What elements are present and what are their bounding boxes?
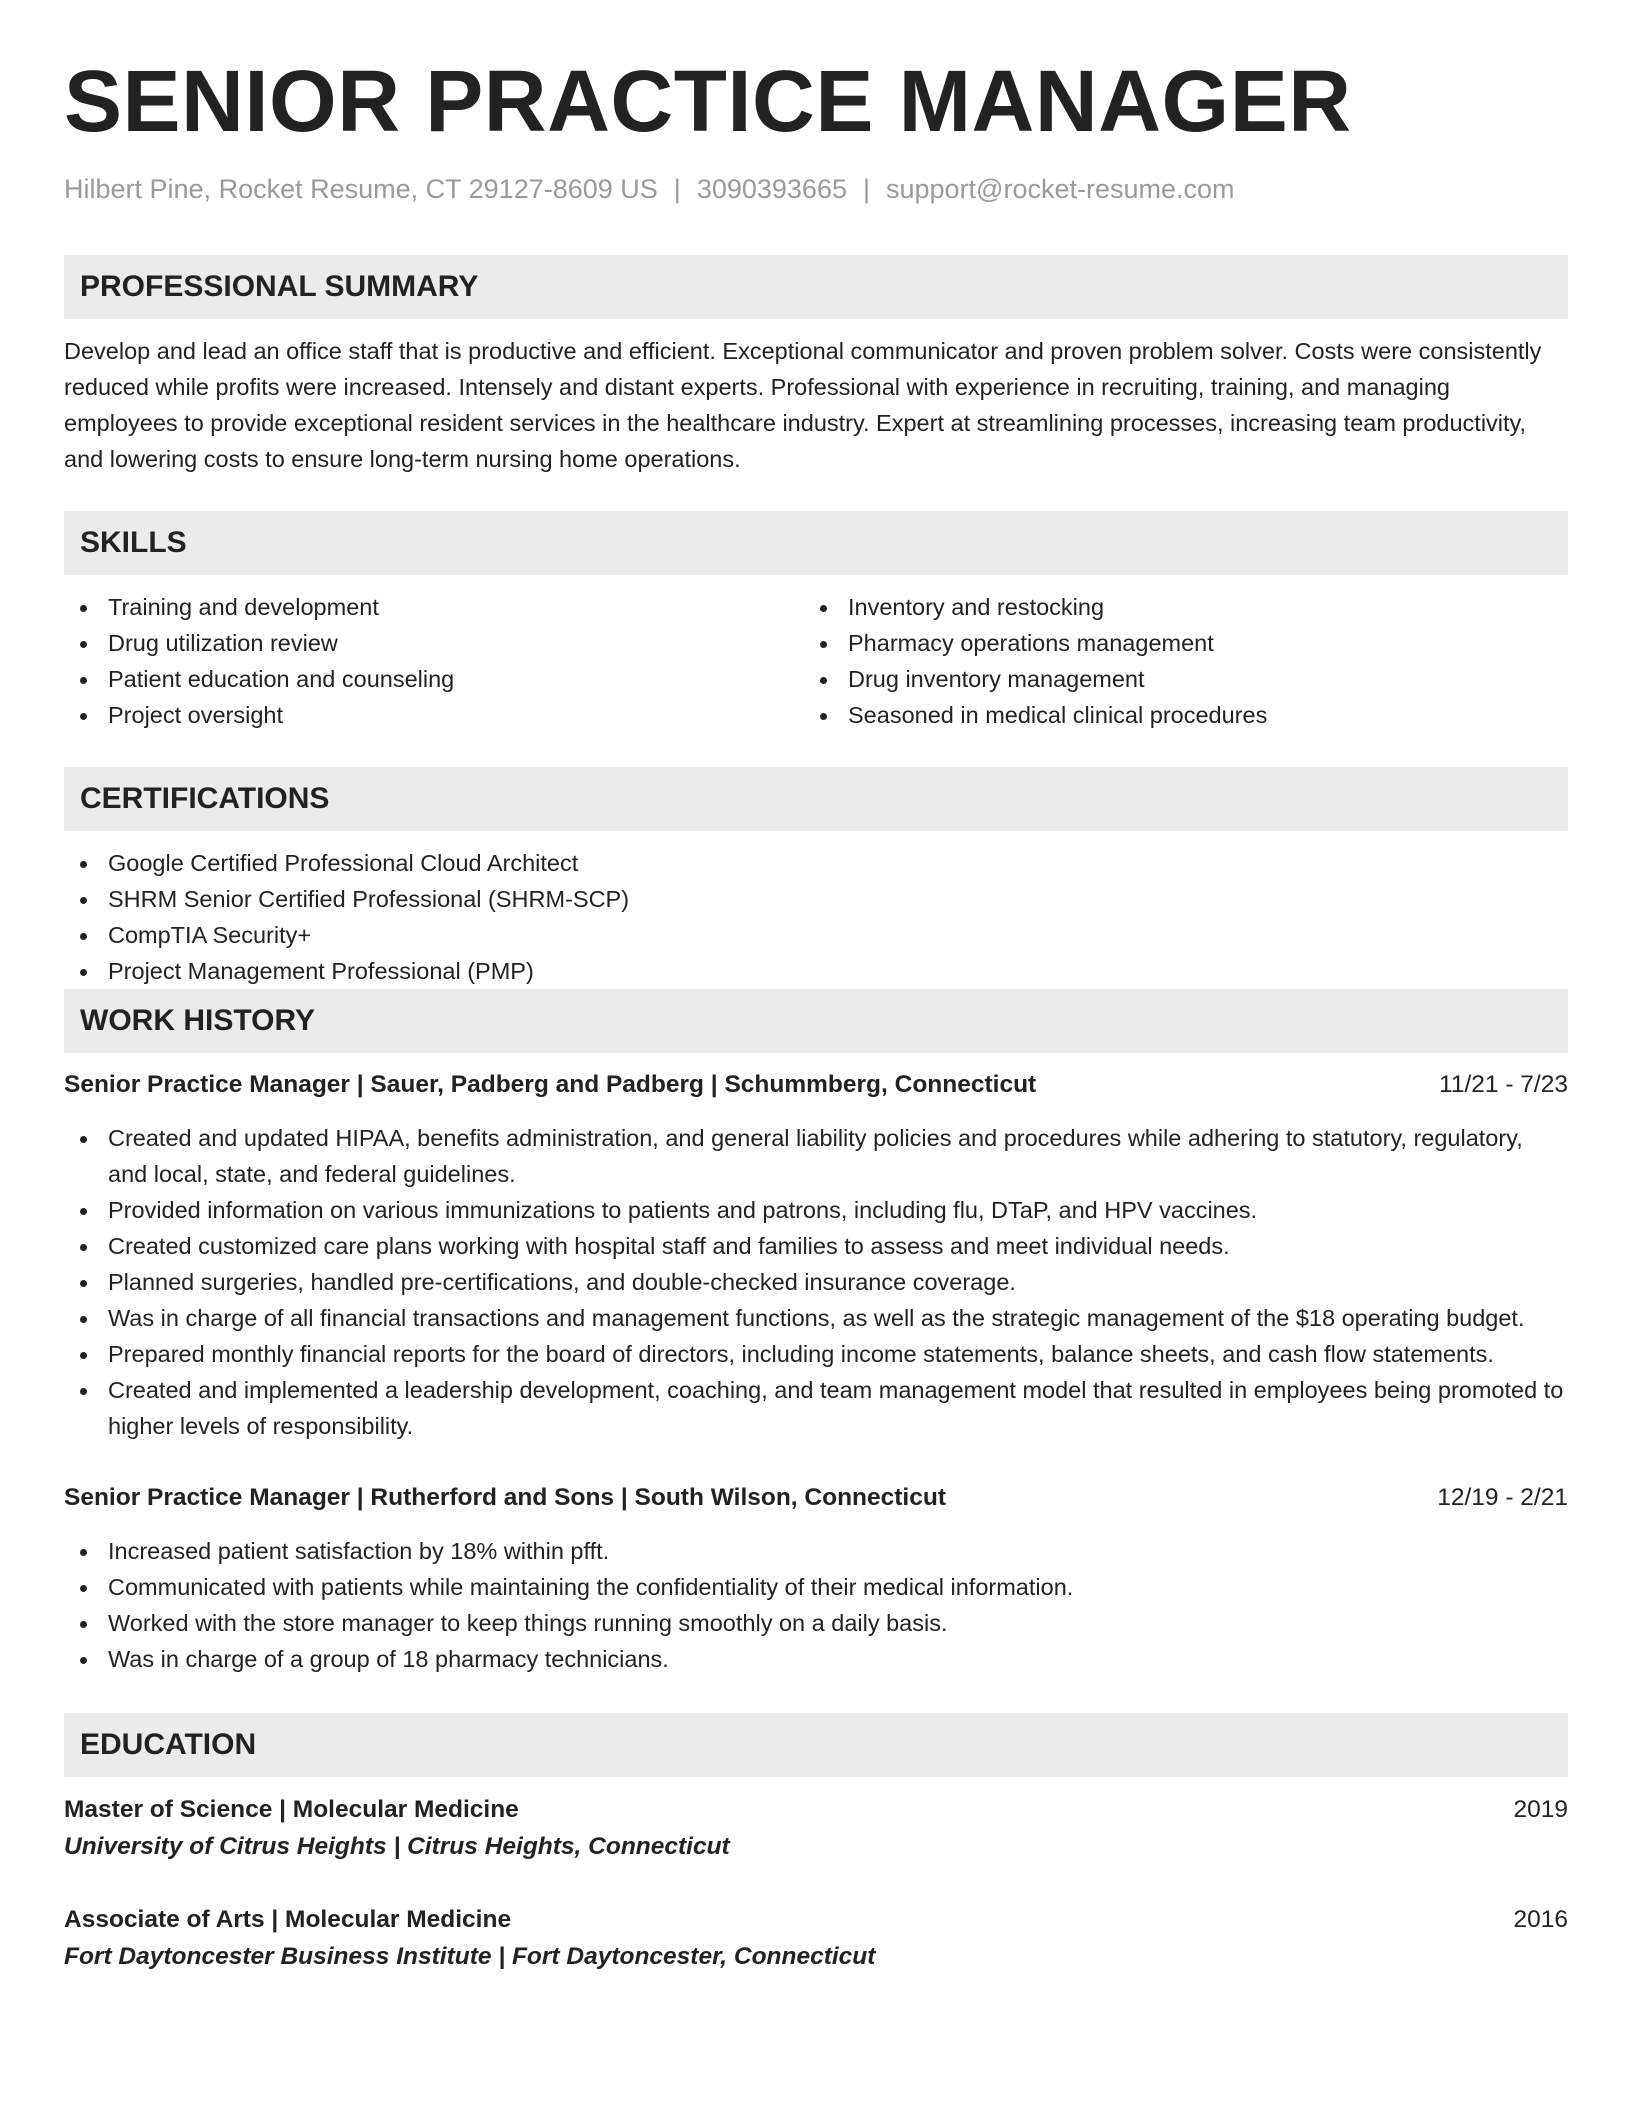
education-heading: EDUCATION <box>64 1713 1568 1777</box>
job-bullet: Communicated with patients while maintaining the confidentiality of their medical information. <box>64 1569 1568 1605</box>
job-bullet: Increased patient satisfaction by 18% within pfft. <box>64 1533 1568 1569</box>
certification-item: CompTIA Security+ <box>64 917 1568 953</box>
job-entry <box>64 1480 1568 1677</box>
education-year: 2019 <box>1513 1796 1568 1824</box>
skill-item: Drug inventory management <box>804 661 1568 697</box>
job-bullet: Was in charge of a group of 18 pharmacy technicians. <box>64 1641 1568 1677</box>
job-entry <box>64 1067 1568 1444</box>
job-bullets <box>64 1120 1568 1444</box>
summary-heading: PROFESSIONAL SUMMARY <box>64 255 1568 319</box>
job-bullet: Worked with the store manager to keep things running smoothly on a daily basis. <box>64 1605 1568 1641</box>
job-bullet: Was in charge of all financial transactions and management functions, as well as the strategic management of the $18 operating budget. <box>64 1300 1568 1336</box>
skill-item: Pharmacy operations management <box>804 625 1568 661</box>
skill-item: Drug utilization review <box>64 625 804 661</box>
skill-item: Patient education and counseling <box>64 661 804 697</box>
job-bullet: Provided information on various immunizations to patients and patrons, including flu, DTaP, and HPV vaccines. <box>64 1192 1568 1228</box>
skill-item: Inventory and restocking <box>804 589 1568 625</box>
certification-item: Project Management Professional (PMP) <box>64 953 1568 989</box>
job-bullets <box>64 1533 1568 1677</box>
education-header <box>64 1791 1568 1828</box>
skill-item: Training and development <box>64 589 804 625</box>
resume-name: SENIOR PRACTICE MANAGER <box>64 53 1352 150</box>
contact-separator: | <box>862 174 870 204</box>
certifications-list <box>64 845 1568 989</box>
education-header <box>64 1901 1568 1938</box>
job-header <box>64 1067 1568 1103</box>
job-bullet: Prepared monthly financial reports for the board of directors, including income statements, balance sheets, and cash flow statements. <box>64 1336 1568 1372</box>
education-school: Fort Daytoncester Business Institute | Fort Daytoncester, Connecticut <box>64 1943 876 1971</box>
education-entry <box>64 1901 1568 1975</box>
skills-heading: SKILLS <box>64 511 1568 575</box>
job-dates: 12/19 - 2/21 <box>1437 1484 1568 1512</box>
job-title: Senior Practice Manager | Sauer, Padberg and Padberg | Schummberg, Connecticut <box>64 1071 1037 1099</box>
contact-line <box>64 173 1568 205</box>
job-header <box>64 1480 1568 1516</box>
contact-email: support@rocket-resume.com <box>886 174 1235 204</box>
job-bullet: Created and updated HIPAA, benefits administration, and general liability policies and procedures while adhering to statutory, regulatory, and local, state, and federal guidelines. <box>64 1120 1568 1192</box>
education-school: University of Citrus Heights | Citrus Heights, Connecticut <box>64 1833 730 1861</box>
education-year: 2016 <box>1513 1906 1568 1934</box>
skill-item: Project oversight <box>64 697 804 733</box>
job-dates: 11/21 - 7/23 <box>1439 1071 1568 1099</box>
education-degree: Master of Science | Molecular Medicine <box>64 1796 519 1824</box>
education-degree: Associate of Arts | Molecular Medicine <box>64 1906 512 1934</box>
skills-list <box>64 589 1568 733</box>
job-bullet: Created customized care plans working with hospital staff and families to assess and meet individual needs. <box>64 1228 1568 1264</box>
contact-address: Hilbert Pine, Rocket Resume, CT 29127-8609 US <box>64 174 658 204</box>
education-entry <box>64 1791 1568 1865</box>
skill-item: Seasoned in medical clinical procedures <box>804 697 1568 733</box>
job-title: Senior Practice Manager | Rutherford and Sons | South Wilson, Connecticut <box>64 1484 946 1512</box>
skills-right-column <box>804 589 1568 733</box>
contact-phone: 3090393665 <box>696 174 847 204</box>
job-bullet: Planned surgeries, handled pre-certifications, and double-checked insurance coverage. <box>64 1264 1568 1300</box>
contact-separator: | <box>673 174 681 204</box>
job-bullet: Created and implemented a leadership development, coaching, and team management model that resulted in employees being promoted to higher levels of responsibility. <box>64 1372 1568 1444</box>
work-history-heading: WORK HISTORY <box>64 989 1568 1053</box>
summary-text: Develop and lead an office staff that is productive and efficient. Exceptional communicator and proven problem solver. Costs were consistently reduced while profits were increased. Intensely and distant experts. Professional with experience in recruiting, training, and managing employees to provide exceptional resident services in the healthcare industry. Expert at streamlining processes, increasing team productivity, and lowering costs to ensure long-term nursing home operations. <box>64 338 1542 473</box>
certification-item: SHRM Senior Certified Professional (SHRM-SCP) <box>64 881 1568 917</box>
certifications-heading: CERTIFICATIONS <box>64 767 1568 831</box>
skills-left-column <box>64 589 804 733</box>
certification-item: Google Certified Professional Cloud Architect <box>64 845 1568 881</box>
